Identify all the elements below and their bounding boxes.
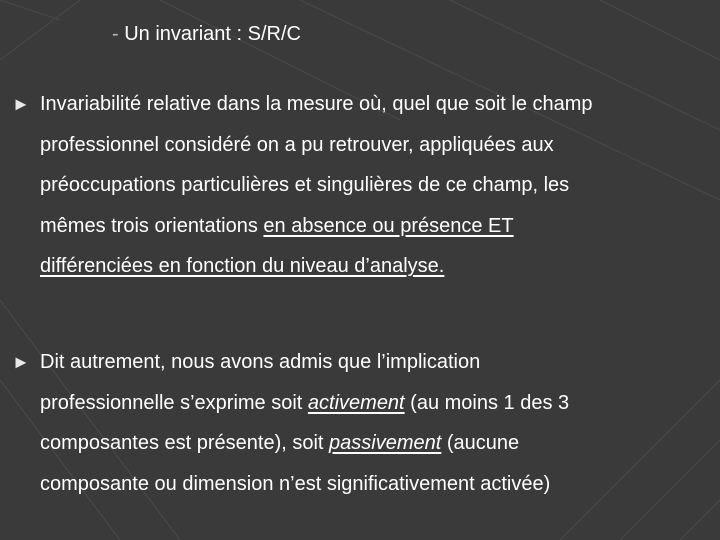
bullet-line: composante ou dimension n’est significativement activée)	[40, 472, 551, 495]
emphasis-text: passivement	[329, 432, 442, 455]
emphasis-text: activement	[307, 391, 405, 414]
bullet-line: préoccupations particulières et singulières de ce champ, les	[40, 174, 570, 197]
bullet-text: (aucune	[441, 432, 520, 455]
subtitle-dash: -	[112, 23, 119, 45]
bullet-text: composantes est présente), soit	[40, 432, 330, 455]
bullet-arrow-icon: ►	[12, 94, 30, 114]
bullet-text: Invariabilité relative dans la mesure où, quel que soit le champ	[40, 93, 593, 115]
bullet-text: mêmes trois orientations	[40, 214, 264, 237]
bullet-text: (au moins 1 des 3	[404, 391, 570, 414]
bullet-text: professionnelle s’exprime soit	[40, 391, 308, 414]
bullet-line	[12, 383, 712, 424]
underlined-text: différenciées en fonction du niveau d’analyse.	[40, 255, 445, 278]
bullet-line	[12, 246, 712, 287]
underlined-text: en absence ou présence ET	[263, 214, 514, 237]
bullet-implication	[12, 342, 712, 504]
bullet-invariability	[12, 84, 712, 287]
bullet-line: professionnel considéré on a pu retrouver, appliquées aux	[40, 133, 554, 156]
bullet-line	[12, 423, 712, 464]
subtitle-text: Un invariant : S/R/C	[124, 23, 301, 45]
bullet-arrow-icon: ►	[12, 352, 30, 372]
bullet-text: Dit autrement, nous avons admis que l’implication	[40, 351, 481, 373]
bullet-line	[12, 84, 712, 125]
bullet-line	[12, 342, 712, 383]
slide-subtitle	[112, 21, 301, 47]
bullet-line	[12, 206, 712, 247]
